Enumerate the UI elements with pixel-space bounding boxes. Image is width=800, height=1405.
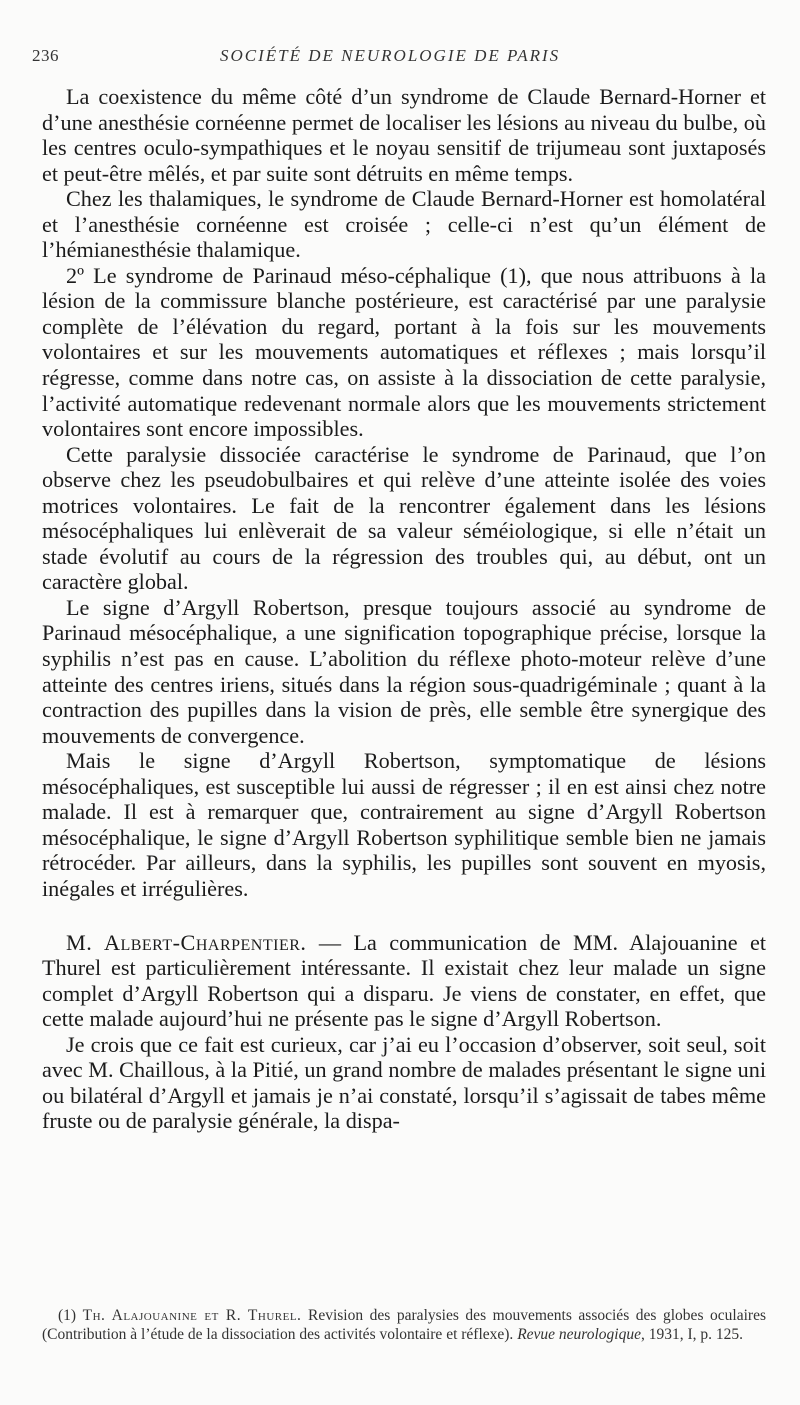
page-header — [32, 42, 600, 72]
paragraph: La coexistence du même côté d’un syndrome de Claude Bernard-Horner et d’une anesthésie cornéenne permet de localiser les lésions au niveau du bulbe, où les centres oculo-sympathiques et le noyau sensitif de trijumeau sont juxtaposés et peut-être mêlés, et par suite sont détruits en même temps. — [42, 84, 766, 186]
paragraph: Cette paralysie dissociée caractérise le syndrome de Parinaud, que l’on observe chez les pseudobulbaires et qui relève d’une atteinte isolée des voies motrices volontaires. Le fait de la rencontrer également dans les lésions mésocéphaliques lui enlèverait de sa valeur séméiologique, si elle n’était un stade évolutif au cours de la régression des troubles qui, au début, ont un caractère global. — [42, 441, 766, 595]
paragraph: Le signe d’Argyll Robertson, presque toujours associé au syndrome de Parinaud mésocéphalique, a une signification topographique précise, lorsque la syphilis n’est pas en cause. L’abolition du réflexe photo-moteur relève d’une atteinte des centres iriens, situés dans la région sous-quadrigéminale ; quant à la contraction des pupilles dans la vision de près, elle semble être synergique des mouvements de convergence. — [42, 594, 766, 748]
footnote-marker: (1) — [58, 1307, 83, 1324]
body-text — [42, 84, 766, 1134]
footnote-authors: Th. Alajouanine et R. Thurel. — [82, 1307, 302, 1324]
running-title: SOCIÉTÉ DE NEUROLOGIE DE PARIS — [220, 46, 561, 65]
page-number: 236 — [32, 46, 59, 65]
discussion-paragraph-2: Je crois que ce fait est curieux, car j’ai eu l’occasion d’observer, soit seul, soit avec M. Chaillous, à la Pitié, un grand nombre de malades présentant le signe uni ou bilatéral d’Argyll et jamais je n’ai constaté, lorsqu’il s’agissait de tabes même fruste ou de paralysie générale, la dispa- — [42, 1031, 766, 1134]
paragraph: 2º Le syndrome de Parinaud méso-céphalique (1), que nous attribuons à la lésion de la commissure blanche postérieure, est caractérisé par une paralysie complète de l’élévation du regard, portant à la fois sur les mouvements volontaires et sur les mouvements automatiques et réflexes ; mais lorsqu’il régresse, comme dans notre cas, on assiste à la dissociation de cette paralysie, l’activité automatique redevenant normale alors que les mouvements strictement volontaires sont encore impossibles. — [42, 262, 766, 442]
discussion-paragraph — [42, 930, 766, 1032]
paragraph: Mais le signe d’Argyll Robertson, symptomatique de lésions mésocéphaliques, est susceptible lui aussi de régresser ; il en est ainsi chez notre malade. Il est à remarquer que, contrairement au signe d’Argyll Robertson mésocéphalique, le signe d’Argyll Robertson syphilitique semble bien ne jamais rétrocéder. Par ailleurs, dans la syphilis, les pupilles sont souvent en myosis, inégales et irrégulières. — [42, 748, 766, 901]
footnote-journal: Revue neurologique — [517, 1326, 641, 1343]
discussion-text: — La communication de MM. Alajouanine et Thurel est particulièrement intéressante. Il existait chez leur malade un signe complet d’Argyll Robertson qui a disparu. Je viens de constater, en effet, que cette malade aujourd’hui ne présente pas le signe d’Argyll Robertson. — [42, 929, 766, 1032]
footnote-text: Revision des paralysies des mouvements associés des globes oculaires (Contribution à l’étude de la dissociation des activités volontaire et réflexe). — [42, 1307, 766, 1343]
footnote-citation: , 1931, I, p. 125. — [641, 1326, 744, 1343]
paragraph: Chez les thalamiques, le syndrome de Claude Bernard-Horner est homolatéral et l’anesthésie cornéenne est croisée ; celle-ci n’est qu’un élément de l’hémianesthésie thalamique. — [42, 186, 766, 263]
footnote — [42, 1306, 766, 1344]
speaker-name: M. Albert-Charpentier. — [66, 929, 307, 955]
